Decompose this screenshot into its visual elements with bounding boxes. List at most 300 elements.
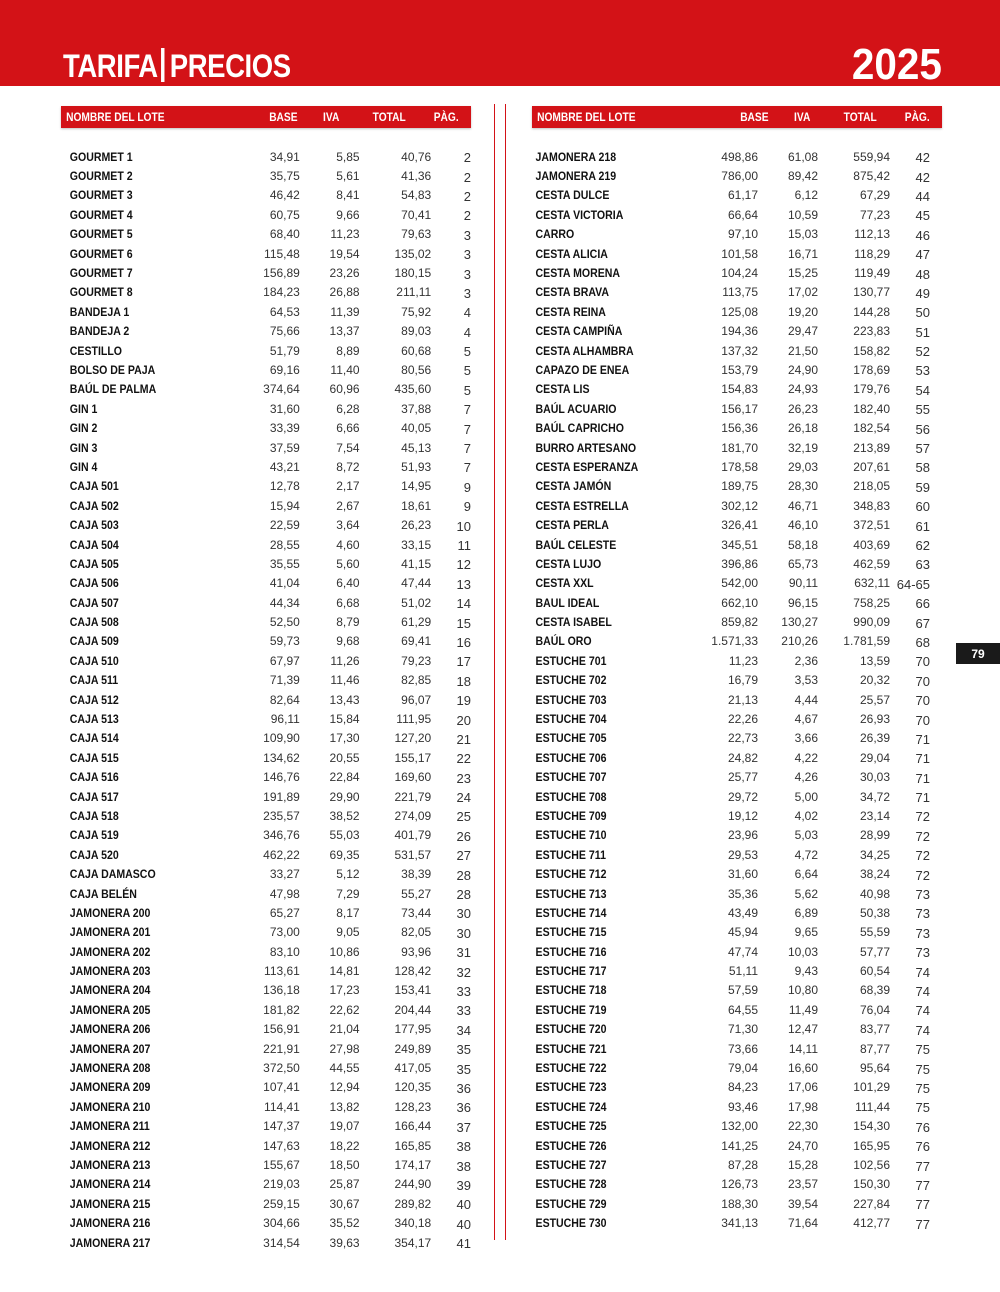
- table-row: [532, 147, 942, 166]
- cell-name: ESTUCHE 714: [535, 905, 607, 920]
- cell-name: ESTUCHE 701: [535, 653, 607, 668]
- cell-total: 70,41: [401, 207, 432, 222]
- cell-iva: 6,64: [794, 867, 818, 882]
- cell-iva: 60,96: [329, 382, 360, 397]
- cell-base: 346,76: [263, 828, 300, 843]
- cell-base: 259,15: [263, 1196, 300, 1211]
- cell-base: 41,04: [269, 576, 300, 591]
- cell-pag: 7: [463, 441, 471, 457]
- cell-pag: 71: [915, 770, 930, 786]
- cell-iva: 89,42: [787, 169, 818, 184]
- cell-pag: 20: [456, 712, 471, 728]
- cell-iva: 11,40: [330, 362, 360, 377]
- cell-base: 97,10: [727, 227, 758, 242]
- cell-pag: 4: [463, 305, 471, 321]
- cell-pag: 77: [915, 1177, 930, 1193]
- cell-pag: 72: [915, 848, 930, 864]
- cell-iva: 24,70: [787, 1138, 818, 1153]
- cell-total: 144,28: [853, 304, 890, 319]
- table-row: [532, 399, 942, 418]
- cell-base: 24,82: [727, 750, 758, 765]
- cell-name: JAMONERA 218: [535, 149, 617, 164]
- table-row: [61, 477, 471, 496]
- cell-pag: 66: [915, 596, 930, 612]
- cell-name: GOURMET 8: [69, 285, 133, 300]
- cell-total: 18,61: [401, 498, 432, 513]
- cell-base: 73,66: [727, 1041, 758, 1056]
- cell-pag: 2: [463, 169, 471, 185]
- table-row: [532, 593, 942, 612]
- cell-total: 23,14: [859, 808, 890, 823]
- table-row: [61, 205, 471, 224]
- cell-iva: 13,37: [329, 324, 360, 339]
- table-row: [61, 690, 471, 709]
- cell-pag: 48: [915, 266, 930, 282]
- cell-base: 462,22: [263, 847, 300, 862]
- cell-iva: 8,17: [336, 905, 360, 920]
- table-row: [532, 942, 942, 961]
- table-row: [61, 380, 471, 399]
- cell-name: CESTA LIS: [535, 382, 590, 397]
- cell-name: ESTUCHE 703: [535, 692, 607, 707]
- cell-pag: 19: [456, 693, 471, 709]
- header-band: [0, 0, 1000, 89]
- cell-total: 67,29: [859, 188, 890, 203]
- cell-total: 178,69: [853, 362, 890, 377]
- cell-name: CESTA ALHAMBRA: [535, 343, 634, 358]
- cell-pag: 50: [915, 305, 930, 321]
- cell-pag: 3: [463, 285, 471, 301]
- cell-iva: 65,73: [787, 556, 818, 571]
- table-row: [61, 283, 471, 302]
- table-body: [532, 147, 942, 1233]
- cell-iva: 22,62: [329, 1002, 360, 1017]
- cell-iva: 9,68: [336, 634, 360, 649]
- cell-pag: 77: [915, 1216, 930, 1232]
- table-row: [532, 768, 942, 787]
- cell-base: 189,75: [721, 479, 758, 494]
- table-row: [61, 1194, 471, 1213]
- table-row: [532, 845, 942, 864]
- cell-pag: 75: [915, 1061, 930, 1077]
- cell-name: JAMONERA 209: [69, 1080, 151, 1095]
- cell-total: 758,25: [853, 595, 890, 610]
- cell-base: 302,12: [721, 498, 758, 513]
- cell-iva: 15,28: [787, 1158, 818, 1172]
- table-row: [532, 806, 942, 825]
- cell-base: 191,89: [263, 789, 300, 804]
- cell-total: 417,05: [394, 1061, 432, 1076]
- cell-name: ESTUCHE 729: [535, 1196, 607, 1211]
- cell-total: 348,83: [853, 498, 890, 513]
- cell-name: CESTA JAMÓN: [535, 479, 612, 494]
- cell-iva: 4,22: [794, 750, 818, 765]
- cell-pag: 37: [456, 1119, 471, 1135]
- column-divider: [494, 104, 495, 1240]
- cell-name: JAMONERA 210: [69, 1099, 151, 1114]
- cell-name: ESTUCHE 709: [535, 808, 607, 823]
- table-row: [532, 283, 942, 302]
- cell-total: 14,95: [401, 479, 432, 494]
- cell-name: CAJA 502: [69, 498, 119, 513]
- cell-total: 80,56: [401, 362, 432, 377]
- cell-base: 43,21: [269, 459, 300, 474]
- cell-name: JAMONERA 200: [69, 905, 151, 920]
- table-row: [61, 244, 471, 263]
- cell-total: 153,41: [394, 983, 432, 998]
- cell-iva: 16,60: [787, 1061, 818, 1076]
- cell-pag: 16: [456, 634, 471, 650]
- cell-iva: 32,19: [787, 440, 818, 455]
- cell-base: 93,46: [727, 1099, 758, 1114]
- cell-base: 147,63: [263, 1138, 300, 1153]
- cell-base: 35,55: [269, 556, 300, 571]
- cell-name: CESTA MORENA: [535, 266, 620, 281]
- cell-pag: 18: [456, 673, 471, 689]
- table-row: [532, 690, 942, 709]
- cell-pag: 73: [915, 906, 930, 922]
- header-iva: IVA: [793, 110, 811, 124]
- cell-total: 174,17: [394, 1158, 432, 1172]
- cell-iva: 26,23: [787, 401, 818, 416]
- cell-total: 47,44: [401, 576, 432, 591]
- cell-base: 137,32: [721, 343, 758, 358]
- cell-iva: 7,29: [336, 886, 360, 901]
- cell-name: BAUL IDEAL: [535, 595, 600, 610]
- cell-pag: 28: [456, 887, 471, 903]
- cell-base: 22,26: [727, 712, 758, 727]
- cell-name: CESTA XXL: [535, 576, 594, 591]
- cell-total: 54,83: [401, 188, 432, 203]
- cell-base: 12,78: [269, 479, 300, 494]
- cell-total: 211,11: [396, 285, 432, 300]
- table-row: [532, 166, 942, 185]
- cell-name: ESTUCHE 712: [535, 867, 607, 882]
- header-pag: PÀG.: [905, 110, 930, 124]
- cell-base: 19,12: [727, 808, 758, 823]
- cell-total: 75,92: [401, 304, 432, 319]
- cell-iva: 55,03: [329, 828, 360, 843]
- cell-name: CAJA 506: [69, 576, 119, 591]
- cell-name: CESTA ESPERANZA: [535, 459, 639, 474]
- cell-iva: 17,02: [787, 285, 818, 300]
- cell-pag: 62: [915, 538, 930, 553]
- table-row: [61, 535, 471, 554]
- cell-base: 16,79: [727, 673, 758, 688]
- cell-name: JAMONERA 214: [69, 1177, 151, 1192]
- table-row: [61, 166, 471, 185]
- header-name: NOMBRE DEL LOTE: [537, 110, 636, 124]
- cell-total: 30,03: [859, 770, 890, 785]
- cell-base: 396,86: [721, 556, 758, 571]
- cell-name: CESTA DULCE: [535, 188, 610, 203]
- cell-iva: 26,18: [787, 421, 818, 436]
- cell-iva: 9,66: [336, 207, 360, 222]
- cell-pag: 71: [915, 790, 930, 806]
- cell-name: JAMONERA 208: [69, 1061, 151, 1076]
- cell-base: 859,82: [721, 615, 758, 630]
- cell-pag: 9: [463, 479, 471, 495]
- cell-iva: 10,86: [329, 944, 360, 959]
- cell-total: 112,13: [854, 227, 890, 242]
- cell-total: 40,76: [401, 149, 432, 164]
- cell-base: 1.571,33: [711, 634, 758, 649]
- cell-base: 34,91: [269, 149, 300, 164]
- cell-total: 177,95: [394, 1022, 432, 1037]
- year-label: 2025: [851, 40, 942, 89]
- cell-total: 76,04: [859, 1002, 890, 1017]
- cell-total: 150,30: [853, 1177, 890, 1192]
- cell-iva: 18,22: [329, 1138, 360, 1153]
- cell-base: 51,11: [728, 964, 758, 979]
- cell-iva: 96,15: [787, 595, 818, 610]
- cell-name: BAÚL ACUARIO: [535, 401, 617, 416]
- cell-base: 35,36: [727, 886, 758, 901]
- cell-iva: 71,64: [787, 1216, 818, 1231]
- cell-name: JAMONERA 212: [69, 1138, 151, 1153]
- cell-iva: 15,84: [329, 712, 360, 727]
- cell-total: 50,38: [859, 905, 890, 920]
- cell-pag: 68: [915, 634, 930, 650]
- cell-name: GIN 2: [69, 421, 98, 436]
- table-row: [532, 496, 942, 515]
- cell-iva: 15,03: [787, 227, 818, 242]
- cell-pag: 33: [456, 983, 471, 999]
- cell-total: 221,79: [394, 789, 432, 804]
- cell-iva: 5,60: [336, 556, 360, 571]
- cell-iva: 4,44: [794, 692, 818, 707]
- cell-name: ESTUCHE 717: [535, 964, 607, 979]
- cell-base: 132,00: [721, 1119, 758, 1134]
- cell-base: 326,41: [721, 518, 758, 533]
- table-row: [61, 1097, 471, 1116]
- cell-pag: 40: [456, 1216, 471, 1232]
- cell-iva: 11,23: [330, 227, 360, 242]
- cell-pag: 2: [463, 208, 471, 224]
- cell-name: CAJA 512: [69, 692, 119, 707]
- cell-name: BAÚL CELESTE: [535, 537, 617, 552]
- cell-pag: 75: [915, 1100, 930, 1116]
- cell-iva: 46,71: [787, 498, 818, 513]
- cell-base: 304,66: [263, 1216, 300, 1231]
- cell-name: ESTUCHE 730: [535, 1216, 607, 1231]
- cell-total: 401,79: [394, 828, 432, 843]
- cell-name: CAJA 509: [69, 634, 119, 649]
- cell-total: 179,76: [853, 382, 890, 397]
- cell-base: 126,73: [721, 1177, 758, 1192]
- cell-pag: 57: [915, 441, 930, 457]
- header-total: TOTAL: [843, 110, 877, 124]
- cell-base: 372,50: [263, 1061, 300, 1076]
- table-row: [61, 418, 471, 437]
- table-row: [61, 496, 471, 515]
- cell-base: 341,13: [721, 1216, 758, 1231]
- cell-pag: 75: [915, 1042, 930, 1058]
- cell-iva: 12,94: [329, 1080, 360, 1095]
- cell-iva: 11,46: [330, 673, 360, 688]
- cell-pag: 26: [456, 828, 471, 844]
- cell-base: 184,23: [263, 285, 300, 300]
- cell-name: CAJA 505: [69, 556, 119, 571]
- cell-name: GOURMET 1: [69, 149, 133, 164]
- cell-pag: 5: [463, 344, 471, 360]
- cell-pag: 45: [915, 208, 930, 224]
- cell-total: 83,77: [859, 1022, 890, 1037]
- cell-total: 28,99: [859, 828, 890, 843]
- cell-name: GOURMET 2: [69, 169, 133, 184]
- cell-pag: 41: [456, 1236, 471, 1252]
- cell-iva: 11,39: [330, 304, 360, 319]
- cell-iva: 90,11: [788, 576, 818, 591]
- cell-pag: 30: [456, 906, 471, 922]
- cell-pag: 32: [456, 964, 471, 980]
- cell-name: CESTA ESTRELLA: [535, 498, 629, 513]
- table-row: [532, 1136, 942, 1155]
- cell-iva: 2,67: [336, 498, 360, 513]
- cell-name: CAJA 501: [69, 479, 119, 494]
- cell-name: JAMONERA 211: [69, 1119, 150, 1134]
- cell-total: 111,95: [396, 712, 432, 727]
- cell-base: 219,03: [263, 1177, 300, 1192]
- cell-total: 37,88: [401, 401, 432, 416]
- table-row: [532, 225, 942, 244]
- cell-base: 71,39: [269, 673, 300, 688]
- cell-total: 223,83: [853, 324, 890, 339]
- cell-base: 136,18: [263, 983, 300, 998]
- table-header: [61, 106, 471, 128]
- cell-pag: 73: [915, 887, 930, 903]
- cell-pag: 71: [915, 731, 930, 747]
- cell-total: 204,44: [394, 1002, 432, 1017]
- cell-total: 93,96: [401, 944, 432, 959]
- cell-name: CAJA 517: [69, 789, 119, 804]
- cell-base: 147,37: [263, 1119, 300, 1134]
- cell-total: 403,69: [853, 537, 890, 552]
- cell-iva: 5,00: [794, 789, 818, 804]
- table-row: [61, 1117, 471, 1136]
- table-row: [532, 186, 942, 205]
- cell-total: 68,39: [859, 983, 890, 998]
- cell-name: JAMONERA 207: [69, 1041, 151, 1056]
- cell-pag: 74: [915, 983, 930, 999]
- cell-base: 79,04: [727, 1061, 758, 1076]
- cell-base: 43,49: [727, 905, 758, 920]
- cell-base: 51,79: [269, 343, 300, 358]
- cell-iva: 17,23: [329, 983, 360, 998]
- cell-iva: 15,25: [787, 266, 818, 281]
- cell-total: 34,72: [859, 789, 890, 804]
- table-row: [61, 186, 471, 205]
- cell-total: 102,56: [853, 1158, 890, 1172]
- cell-total: 249,89: [394, 1041, 432, 1056]
- table-row: [61, 147, 471, 166]
- cell-pag: 76: [915, 1139, 930, 1155]
- cell-iva: 5,85: [336, 149, 360, 164]
- cell-base: 542,00: [721, 576, 758, 591]
- cell-total: 51,93: [401, 459, 432, 474]
- cell-total: 182,54: [853, 421, 890, 436]
- cell-iva: 11,26: [330, 653, 360, 668]
- cell-name: CAJA 507: [69, 595, 119, 610]
- cell-total: 101,29: [853, 1080, 890, 1095]
- cell-pag: 33: [456, 1003, 471, 1019]
- cell-base: 156,89: [263, 266, 300, 281]
- table-row: [61, 1136, 471, 1155]
- cell-iva: 4,60: [336, 537, 360, 552]
- cell-base: 107,41: [263, 1080, 300, 1095]
- cell-total: 51,02: [401, 595, 432, 610]
- table-row: [61, 612, 471, 631]
- table-row: [61, 826, 471, 845]
- cell-pag: 72: [915, 867, 930, 883]
- table-row: [532, 612, 942, 631]
- cell-iva: 30,67: [329, 1196, 360, 1211]
- cell-iva: 23,57: [787, 1177, 818, 1192]
- cell-iva: 24,93: [787, 382, 818, 397]
- cell-pag: 59: [915, 479, 930, 495]
- cell-iva: 18,50: [329, 1158, 360, 1172]
- cell-name: CESTA LUJO: [535, 556, 602, 571]
- table-row: [532, 360, 942, 379]
- table-row: [61, 341, 471, 360]
- cell-name: CAJA 519: [69, 828, 119, 843]
- cell-pag: 35: [456, 1042, 471, 1058]
- table-row: [532, 244, 942, 263]
- cell-total: 130,77: [853, 285, 890, 300]
- cell-pag: 2: [463, 150, 471, 166]
- cell-name: CAPAZO DE ENEA: [535, 362, 630, 377]
- cell-pag: 4: [463, 324, 471, 340]
- table-row: [61, 1039, 471, 1058]
- title-tarifa: TARIFA: [63, 48, 158, 84]
- table-row: [532, 651, 942, 670]
- cell-name: ESTUCHE 702: [535, 673, 607, 688]
- cell-name: CAJA 520: [69, 847, 119, 862]
- cell-pag: 34: [456, 1022, 471, 1038]
- cell-pag: 49: [915, 285, 930, 301]
- cell-total: 412,77: [853, 1216, 890, 1231]
- cell-iva: 210,26: [781, 634, 818, 649]
- cell-iva: 9,05: [336, 925, 360, 940]
- cell-pag: 36: [456, 1080, 471, 1096]
- page-number-badge: 79: [956, 643, 1000, 664]
- cell-base: 31,60: [269, 401, 300, 416]
- table-row: [61, 593, 471, 612]
- table-row: [532, 1155, 942, 1174]
- cell-total: 165,85: [394, 1138, 432, 1153]
- table-row: [532, 1020, 942, 1039]
- cell-total: 69,41: [401, 634, 432, 649]
- cell-name: ESTUCHE 718: [535, 983, 607, 998]
- cell-base: 83,10: [269, 944, 300, 959]
- cell-pag: 24: [456, 790, 471, 806]
- cell-total: 120,35: [394, 1080, 432, 1095]
- table-row: [532, 515, 942, 534]
- cell-iva: 9,65: [794, 925, 818, 940]
- table-row: [61, 554, 471, 573]
- cell-name: ESTUCHE 727: [535, 1158, 607, 1172]
- cell-total: 340,18: [394, 1216, 432, 1231]
- table-row: [61, 302, 471, 321]
- cell-name: JAMONERA 204: [69, 983, 151, 998]
- table-row: [532, 1078, 942, 1097]
- cell-base: 109,90: [263, 731, 300, 746]
- cell-base: 15,94: [269, 498, 300, 513]
- cell-total: 40,05: [401, 421, 432, 436]
- cell-pag: 27: [456, 848, 471, 864]
- cell-name: ESTUCHE 704: [535, 712, 607, 727]
- cell-total: 119,49: [854, 266, 890, 281]
